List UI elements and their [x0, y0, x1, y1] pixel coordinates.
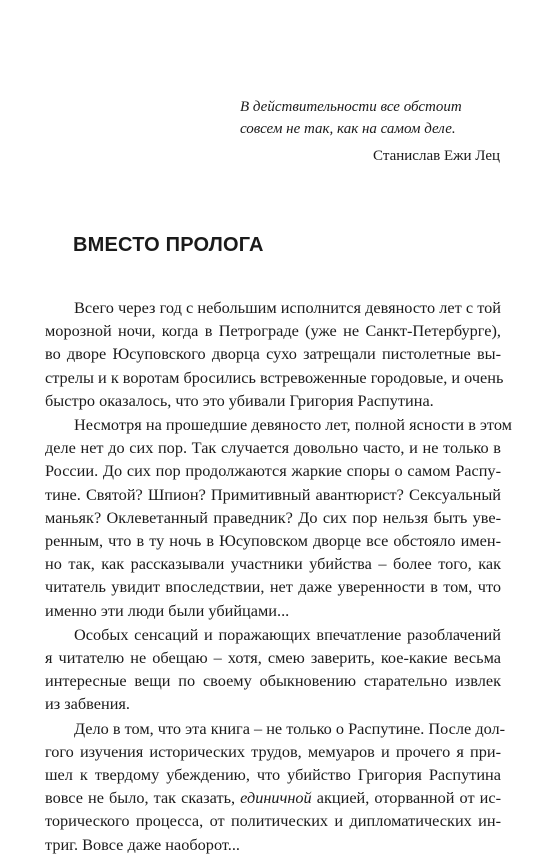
emphasized-word: единичной [240, 788, 312, 808]
paragraph [45, 296, 504, 412]
text-line: триг. Вовсе даже наоборот... [45, 834, 240, 854]
epigraph-line: совсем не так, как на самом деле. [240, 121, 456, 137]
text-line: гого изучения исторических трудов, мемуаров и прочего я при- [45, 741, 501, 761]
body-text [45, 296, 512, 857]
chapter-title: ВМЕСТО ПРОЛОГА [73, 234, 264, 256]
epigraph [240, 96, 500, 167]
paragraph [45, 413, 512, 622]
text-line: во дворе Юсуповского дворца сухо затрещали пистолетные вы- [45, 344, 501, 364]
text-line: торического процесса, от политических и дипломатических ин- [45, 811, 501, 831]
text-line: Несмотря на прошедшие девяносто лет, полной ясности в этом [74, 415, 512, 435]
paragraph [45, 717, 506, 856]
text-line: из забвения. [45, 694, 130, 714]
text-line: Всего через год с небольшим исполнится девяносто лет с той [74, 298, 501, 317]
text-line: вовсе не было, так сказать, единичной акцией, оторванной от ис- [45, 788, 501, 808]
text-line: шел к твердому убеждению, что убийство Григория Распутина [45, 765, 501, 785]
text-line: тине. Святой? Шпион? Примитивный авантюрист? Сексуальный [45, 484, 501, 504]
text-line: я читателю не обещаю – хотя, смею заверить, кое-какие весьма [45, 648, 501, 668]
text-line: стрелы и к воротам бросились встревоженные городовые, и очень [45, 367, 504, 387]
text-line: морозной ночи, когда в Петрограде (уже не Санкт-Петербурге), [45, 321, 501, 341]
paragraph [45, 623, 501, 716]
text-line: интересные вещи по своему обыкновению старательно извлек [45, 671, 501, 691]
text-line: но так, как рассказывали участники убийства – более того, как [45, 554, 501, 574]
text-line: Дело в том, что эта книга – не только о Распутине. После дол- [74, 718, 506, 738]
epigraph-author: Станислав Ежи Лец [373, 148, 500, 164]
text-line: ренным, что в ту ночь в Юсуповском дворце все обстояло имен- [45, 531, 501, 551]
text-line: России. До сих пор продолжаются жаркие споры о самом Распу- [45, 461, 501, 481]
text-line: маньяк? Оклеветанный праведник? До сих пор нельзя быть уве- [45, 507, 501, 527]
text-line: читатель увидит впоследствии, нет даже уверенности в том, что [45, 577, 501, 597]
epigraph-line: В действительности все обстоит [240, 99, 462, 115]
text-line: деле нет до сих пор. Так случается довольно часто, и не только в [45, 438, 501, 458]
text-line: именно эти люди были убийцами... [45, 600, 290, 620]
text-line: быстро оказалось, что это убивали Григория Распутина. [45, 390, 434, 410]
text-line: Особых сенсаций и поражающих впечатление разоблачений [74, 624, 501, 644]
